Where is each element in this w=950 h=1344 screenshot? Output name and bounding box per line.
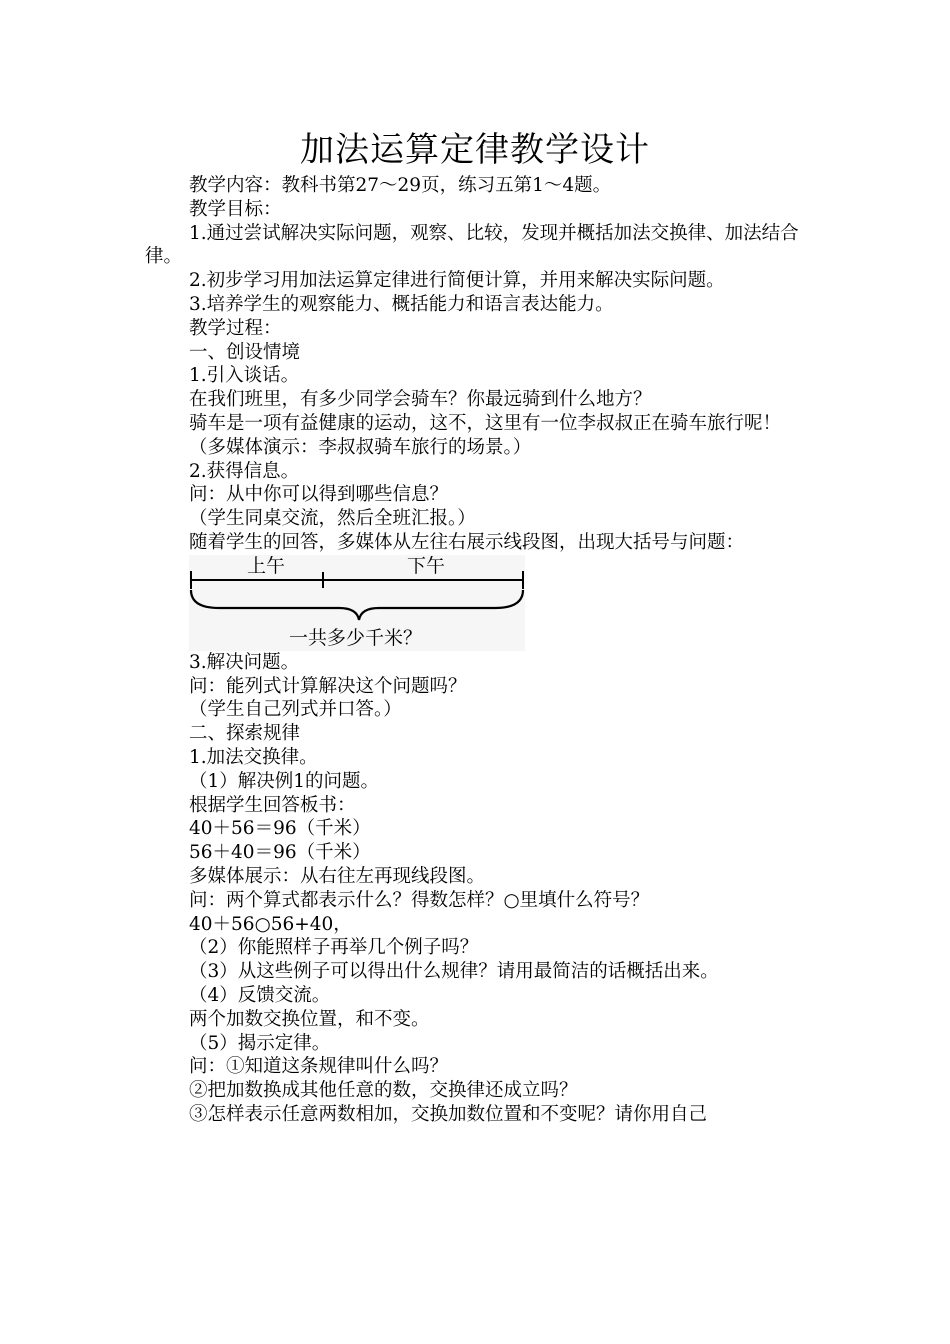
paragraph-question-6: ②把加数换成其他任意的数，交换律还成立吗？ xyxy=(189,1080,578,1102)
paragraph-process-heading: 教学过程： xyxy=(189,317,282,339)
document-title: 加法运算定律教学设计 xyxy=(300,130,650,170)
paragraph-media-2: 随着学生的回答，多媒体从左往右展示线段图，出现大括号与问题： xyxy=(189,531,745,553)
paragraph-rule: （3）从这些例子可以得出什么规律？请用最简洁的话概括出来。 xyxy=(189,961,719,983)
paragraph-question-3: 问：能列式计算解决这个问题吗？ xyxy=(189,675,467,697)
paragraph-media-1: （多媒体演示：李叔叔骑车旅行的场景。） xyxy=(189,436,532,458)
paragraph-reveal: （5）揭示定律。 xyxy=(189,1032,331,1054)
paragraph-objectives-heading: 教学目标： xyxy=(189,198,282,220)
paragraph-commutative: 1.加法交换律。 xyxy=(189,746,318,768)
line-segment-diagram xyxy=(189,555,525,651)
paragraph-compare: 40＋56○56+40， xyxy=(189,913,352,935)
paragraph-objective-1: 1.通过尝试解决实际问题，观察、比较，发现并概括加法交换律、加法结合律。 xyxy=(145,222,799,268)
document-body xyxy=(145,174,820,1127)
brace xyxy=(191,590,523,620)
paragraph-exchange: （学生同桌交流，然后全班汇报。） xyxy=(189,508,476,530)
paragraph-question-2: 问：从中你可以得到哪些信息？ xyxy=(189,484,449,506)
paragraph-question-7: ③怎样表示任意两数相加，交换加数位置和不变呢？请你用自己 xyxy=(189,1103,708,1125)
paragraph-media-3: 多媒体展示：从右往左再现线段图。 xyxy=(189,865,486,887)
paragraph-equation-1: 40＋56＝96（千米） xyxy=(189,818,371,840)
paragraph-content: 教学内容：教科书第27～29页，练习五第1～4题。 xyxy=(189,175,612,196)
paragraph-board: 根据学生回答板书： xyxy=(189,794,356,816)
paragraph-question-4: 问：两个算式都表示什么？得数怎样？○里填什么符号？ xyxy=(189,889,650,911)
paragraph-feedback: （4）反馈交流。 xyxy=(189,984,331,1006)
paragraph-step-1: 1.引入谈话。 xyxy=(189,365,300,387)
paragraph-objective-2: 2.初步学习用加法运算定律进行简便计算，并用来解决实际问题。 xyxy=(189,270,725,292)
paragraph-objective-3: 3.培养学生的观察能力、概括能力和语言表达能力。 xyxy=(189,293,614,315)
paragraph-answer: （学生自己列式并口答。） xyxy=(189,699,402,721)
paragraph-step-2: 2.获得信息。 xyxy=(189,460,300,482)
paragraph-conclusion: 两个加数交换位置，和不变。 xyxy=(189,1008,430,1030)
paragraph-example-1: （1）解决例1的问题。 xyxy=(189,770,380,792)
paragraph-intro: 骑车是一项有益健康的运动，这不，这里有一位李叔叔正在骑车旅行呢！ xyxy=(189,412,782,434)
paragraph-question-1: 在我们班里，有多少同学会骑车？你最远骑到什么地方？ xyxy=(189,389,652,411)
paragraph-equation-2: 56＋40＝96（千米） xyxy=(189,842,371,864)
label-question: 一共多少千米？ xyxy=(289,626,423,649)
label-morning: 上午 xyxy=(247,554,286,577)
paragraph-question-5: 问：①知道这条规律叫什么吗？ xyxy=(189,1056,449,1078)
paragraph-step-3: 3.解决问题。 xyxy=(189,651,300,673)
paragraph-section-2: 二、探索规律 xyxy=(189,723,301,745)
paragraph-more-examples: （2）你能照样子再举几个例子吗？ xyxy=(189,937,479,959)
label-afternoon: 下午 xyxy=(407,554,446,577)
paragraph-section-1: 一、创设情境 xyxy=(189,341,301,363)
